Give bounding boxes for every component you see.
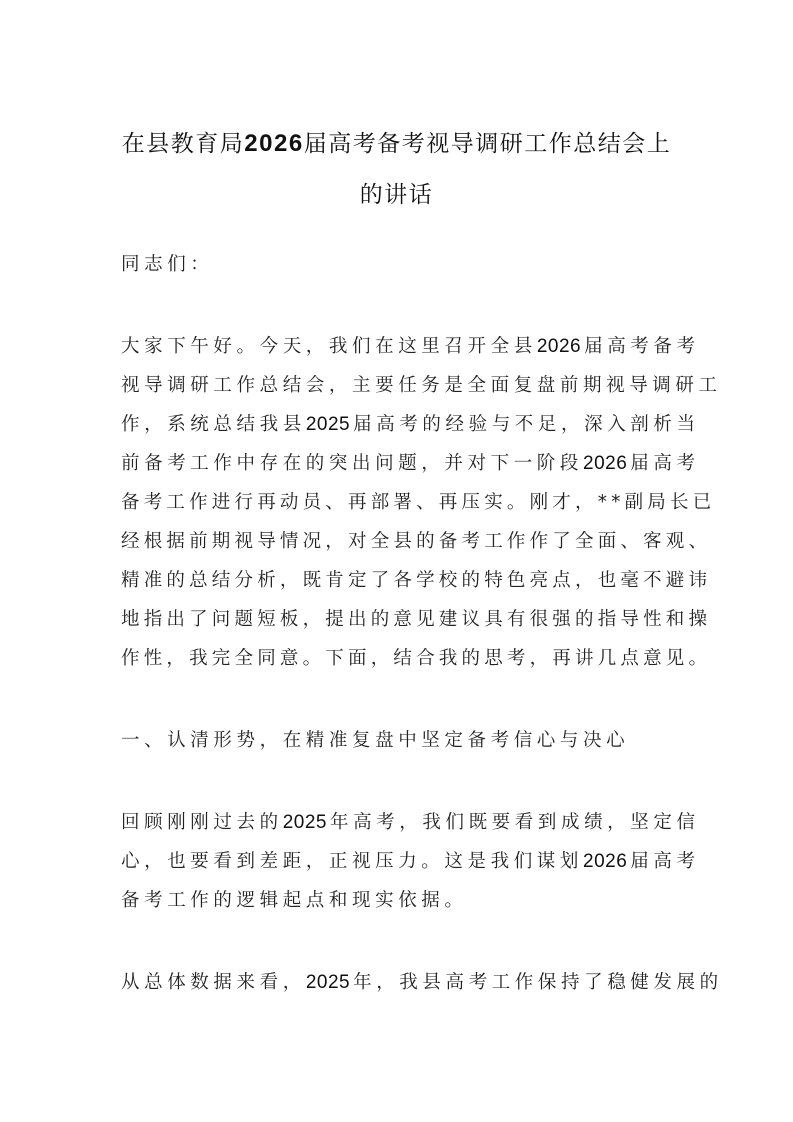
title-line-2-text: 的讲话 <box>359 182 434 208</box>
title-suffix: 届高考备考视导调研工作总结会上 <box>303 131 672 157</box>
title-prefix: 在县教育局 <box>121 131 245 157</box>
paragraph-1-line-6 <box>121 529 712 555</box>
salutation <box>121 252 681 278</box>
text: 心，也要看到差距，正视压力。这是我们谋划 <box>121 851 584 872</box>
heading-text: 一、认清形势，在精准复盘中坚定备考信心与决心 <box>121 730 630 751</box>
paragraph-1-line-7 <box>121 568 712 594</box>
section-heading-1 <box>121 728 681 754</box>
text: 地指出了问题短板，提出的意见建议具有很强的指导性和操 <box>121 609 712 630</box>
text: 经根据前期视导情况，对全县的备考工作作了全面、客观、 <box>121 531 712 552</box>
year: 2025 <box>282 812 327 833</box>
text: 备考工作进行再动员、再部署、再压实。刚才，**副局长已 <box>121 492 716 513</box>
year: 2026 <box>536 336 582 357</box>
paragraph-1-line-1 <box>121 334 700 360</box>
year: 2025 <box>305 414 351 435</box>
paragraph-1-line-5 <box>121 490 716 516</box>
paragraph-1-line-9 <box>121 646 712 672</box>
title-year: 2026 <box>244 130 304 157</box>
year: 2026 <box>583 453 628 474</box>
text: 作，系统总结我县 <box>121 414 306 435</box>
text: 备考工作的逻辑起点和现实依据。 <box>121 890 468 911</box>
paragraph-4-line-1 <box>121 970 723 996</box>
paragraph-1-line-3 <box>121 412 700 438</box>
text: 届高考备考 <box>584 336 700 357</box>
paragraph-1-line-2 <box>121 373 722 399</box>
paragraph-1-line-4 <box>121 451 700 477</box>
paragraph-3-line-2 <box>121 849 700 875</box>
text: 前备考工作中存在的突出问题，并对下一阶段 <box>121 453 584 474</box>
year: 2026 <box>583 851 628 872</box>
text: 精准的总结分析，既肯定了各学校的特色亮点，也毫不避讳 <box>121 570 712 591</box>
paragraph-3-line-3 <box>121 888 681 914</box>
text: 视导调研工作总结会，主要任务是全面复盘前期视导调研工 <box>121 375 722 396</box>
document-title-line-1 <box>0 129 793 159</box>
document-title-line-2 <box>0 180 793 210</box>
paragraph-1-line-8 <box>121 607 712 633</box>
text: 作性，我完全同意。下面，结合我的思考，再讲几点意见。 <box>121 648 712 669</box>
text: 届高考 <box>630 453 700 474</box>
salutation-text: 同志们： <box>121 254 214 275</box>
text: 届高考 <box>630 851 700 872</box>
text: 回顾刚刚过去的 <box>121 812 283 833</box>
text: 从总体数据来看， <box>121 972 306 993</box>
text: 大家下午好。今天，我们在这里召开全县 <box>121 336 537 357</box>
text: 届高考的经验与不足，深入剖析当 <box>353 414 700 435</box>
text: 年高考，我们既要看到成绩，坚定信 <box>329 812 700 833</box>
paragraph-3-line-1 <box>121 810 700 836</box>
year: 2025 <box>305 972 351 993</box>
text: 年，我县高考工作保持了稳健发展的 <box>353 972 723 993</box>
